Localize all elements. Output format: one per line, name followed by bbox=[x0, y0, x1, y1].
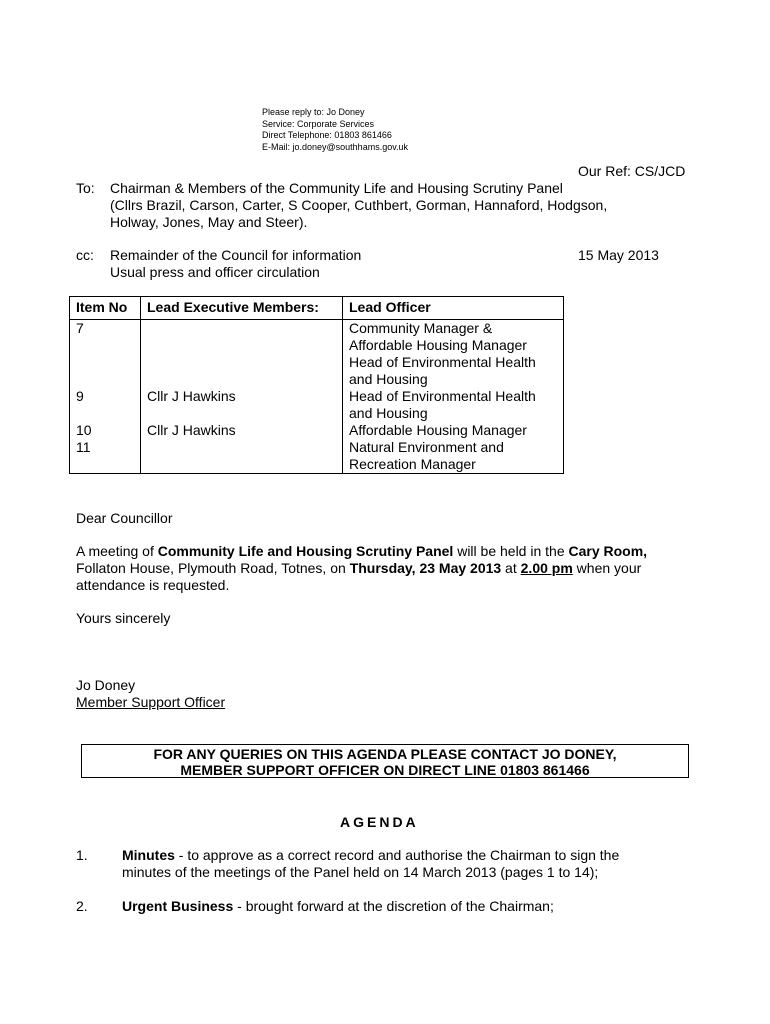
p1-text: Follaton House, Plymouth Road, Totnes, on bbox=[76, 560, 350, 576]
table-row bbox=[70, 320, 564, 389]
cc-line2: Usual press and officer circulation bbox=[110, 264, 320, 280]
table-row bbox=[70, 422, 564, 439]
cell-item-no: 7 bbox=[70, 320, 141, 389]
agenda-item-number: 1. bbox=[76, 847, 88, 863]
cell-item-no: 9 bbox=[70, 388, 141, 422]
email-line: E-Mail: jo.doney@southhams.gov.uk bbox=[262, 141, 409, 152]
agenda-item-text: - brought forward at the discretion of the Chairman; bbox=[233, 898, 554, 914]
table-row bbox=[70, 388, 564, 422]
meeting-paragraph bbox=[76, 543, 696, 594]
table-row bbox=[70, 439, 564, 474]
telephone-line: Direct Telephone: 01803 861466 bbox=[262, 130, 392, 140]
letter-date: 15 May 2013 bbox=[578, 247, 659, 263]
table-header-row bbox=[70, 297, 564, 320]
panel-name: Community Life and Housing Scrutiny Panel bbox=[157, 543, 454, 559]
salutation: Dear Councillor bbox=[76, 510, 173, 526]
agenda-item-heading: Minutes bbox=[122, 847, 175, 863]
notice-line1: FOR ANY QUERIES ON THIS AGENDA PLEASE CONTACT JO DONEY, bbox=[153, 746, 617, 762]
room-name: Cary Room, bbox=[568, 543, 648, 559]
p1-text: will be held in the bbox=[453, 543, 569, 559]
cc-line1: Remainder of the Council for information bbox=[110, 247, 362, 263]
cell-lead-officer: Affordable Housing Manager bbox=[343, 422, 564, 439]
header-item-no: Item No bbox=[70, 297, 141, 320]
agenda-title: AGENDA bbox=[340, 814, 419, 830]
agenda-item bbox=[122, 898, 682, 915]
reply-to-line: Please reply to: Jo Doney bbox=[262, 107, 365, 117]
to-recipients-line3: Holway, Jones, May and Steer). bbox=[110, 214, 308, 230]
cell-lead-officer: Community Manager & Affordable Housing Manager Head of Environmental Health and Housing bbox=[343, 320, 564, 389]
cell-lead-executive: Cllr J Hawkins bbox=[141, 422, 343, 439]
header-lead-officer: Lead Officer bbox=[343, 297, 564, 320]
service-line: Service: Corporate Services bbox=[262, 118, 375, 129]
meeting-time: 2.00 pm bbox=[520, 560, 573, 576]
lead-members-table bbox=[69, 296, 564, 474]
p1-text: A meeting of bbox=[76, 543, 158, 559]
to-recipients-line1: Chairman & Members of the Community Life and Housing Scrutiny Panel bbox=[110, 180, 563, 196]
cc-label: cc: bbox=[76, 247, 94, 263]
closing: Yours sincerely bbox=[76, 610, 171, 626]
signatory-name: Jo Doney bbox=[76, 677, 136, 693]
agenda-item-heading: Urgent Business bbox=[122, 898, 234, 914]
p1-text: attendance is requested. bbox=[76, 577, 230, 593]
agenda-item bbox=[122, 847, 682, 881]
cell-item-no: 11 bbox=[70, 439, 141, 474]
agenda-item-text: - to approve as a correct record and authorise the Chairman to sign the bbox=[174, 847, 620, 863]
cell-lead-officer: Head of Environmental Health and Housing bbox=[343, 388, 564, 422]
p1-text: when your bbox=[572, 560, 642, 576]
cell-item-no: 10 bbox=[70, 422, 141, 439]
agenda-item-text: minutes of the meetings of the Panel held on 14 March 2013 (pages 1 to 14); bbox=[122, 864, 599, 880]
reply-block bbox=[262, 107, 408, 153]
our-ref: Our Ref: CS/JCD bbox=[578, 163, 686, 179]
queries-notice-box bbox=[81, 744, 689, 778]
cell-lead-executive: Cllr J Hawkins bbox=[141, 388, 343, 422]
notice-line2: MEMBER SUPPORT OFFICER ON DIRECT LINE 01803 861466 bbox=[180, 762, 590, 778]
p1-text: at bbox=[501, 560, 521, 576]
header-lead-executive: Lead Executive Members: bbox=[141, 297, 343, 320]
to-label: To: bbox=[76, 180, 95, 196]
signatory-title-text: Member Support Officer bbox=[76, 694, 226, 710]
cell-lead-executive bbox=[141, 439, 343, 474]
signatory-title bbox=[76, 694, 696, 711]
to-recipients-line2: (Cllrs Brazil, Carson, Carter, S Cooper, Cuthbert, Gorman, Hannaford, Hodgson, bbox=[110, 197, 608, 213]
cell-lead-officer: Natural Environment and Recreation Manager bbox=[343, 439, 564, 474]
agenda-item-number: 2. bbox=[76, 898, 88, 914]
meeting-date: Thursday, 23 May 2013 bbox=[349, 560, 502, 576]
cell-lead-executive bbox=[141, 320, 343, 389]
